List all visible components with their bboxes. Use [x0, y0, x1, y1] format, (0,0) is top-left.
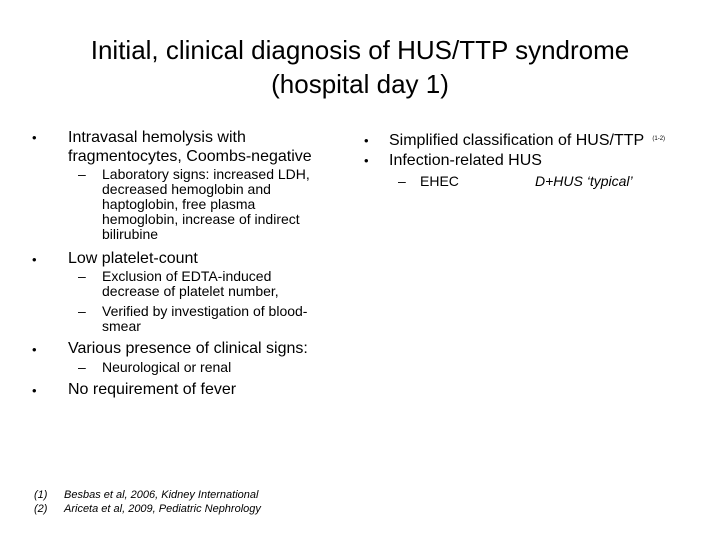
right-bullet-2: •: [364, 153, 369, 168]
dash-2-1: –: [78, 268, 86, 284]
right-sub-note: D+HUS ‘typical’: [535, 173, 633, 189]
left-item-1-line-1: Intravasal hemolysis with: [68, 129, 246, 146]
title-line-2: (hospital day 1): [271, 69, 449, 99]
sub-line: Verified by investigation of blood-: [102, 303, 308, 319]
sub-line: haptoglobin, free plasma: [102, 196, 256, 212]
left-item-4: [68, 380, 236, 399]
bullet-1: •: [32, 130, 37, 145]
sub-line: bilirubine: [102, 226, 159, 242]
left-item-3-sub-1: [102, 360, 231, 375]
title-line-1: Initial, clinical diagnosis of HUS/TTP syndrome: [90, 35, 630, 65]
reference-2-number: (2): [34, 503, 48, 515]
citation-superscript: (1-2): [652, 136, 666, 142]
reference-1-text: Besbas et al, 2006, Kidney International: [64, 489, 259, 501]
right-dash-1: –: [398, 173, 406, 189]
bullet-2: •: [32, 252, 37, 267]
left-item-1: [68, 128, 312, 166]
right-sub-ehec: EHEC: [420, 173, 459, 189]
right-item-1-text: Simplified classification of HUS/TTP: [389, 132, 644, 149]
sub-line: hemoglobin, increase of indirect: [102, 211, 300, 227]
sub-line: Laboratory signs: increased LDH,: [102, 166, 310, 182]
dash-3-1: –: [78, 359, 86, 375]
sub-line: Neurological or renal: [102, 359, 232, 375]
slide-title: [0, 33, 720, 101]
left-item-2-line-1: Low platelet-count: [68, 250, 198, 267]
right-item-2: Infection-related HUS: [389, 152, 542, 169]
reference-1-number: (1): [34, 489, 48, 501]
bullet-4: •: [32, 383, 37, 398]
right-bullet-1: •: [364, 133, 369, 148]
left-item-4-line-1: No requirement of fever: [68, 381, 237, 398]
sub-line: decreased hemoglobin and: [102, 181, 271, 197]
dash-2-2: –: [78, 303, 86, 319]
reference-2-text: Ariceta et al, 2009, Pediatric Nephrology: [64, 503, 261, 515]
left-item-3-line-1: Various presence of clinical signs:: [68, 340, 308, 357]
left-item-3: [68, 339, 308, 358]
dash-1-1: –: [78, 166, 86, 182]
sub-line: decrease of platelet number,: [102, 283, 279, 299]
sub-line: Exclusion of EDTA-induced: [102, 268, 272, 284]
left-item-1-sub-1: [102, 167, 310, 242]
left-item-1-line-2: fragmentocytes, Coombs-negative: [68, 148, 312, 165]
bullet-3: •: [32, 342, 37, 357]
sub-line: smear: [102, 318, 141, 334]
left-item-2-sub-1: [102, 269, 279, 299]
left-item-2: [68, 249, 198, 268]
left-item-2-sub-2: [102, 304, 307, 334]
